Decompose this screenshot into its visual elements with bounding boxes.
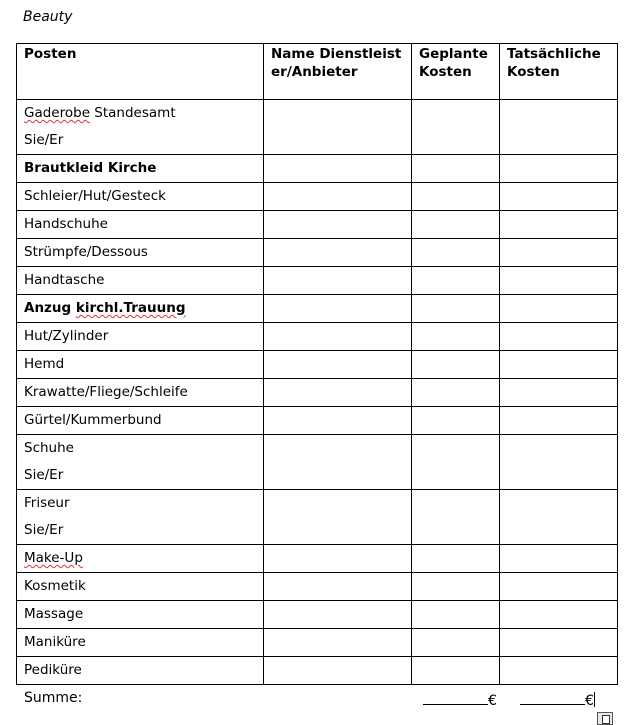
table-row	[17, 211, 618, 239]
tatsaechliche-kosten-cell[interactable]	[500, 573, 618, 601]
dienstleister-cell[interactable]	[264, 351, 412, 379]
geplante-kosten-cell[interactable]	[412, 379, 500, 407]
geplante-kosten-cell[interactable]	[412, 211, 500, 239]
tatsaechliche-kosten-cell[interactable]	[500, 379, 618, 407]
posten-label: Gürtel/Kummerbund	[24, 412, 162, 428]
tatsaechliche-kosten-cell[interactable]	[500, 239, 618, 267]
table-row	[17, 239, 618, 267]
planned-sum-currency: €	[488, 693, 497, 709]
posten-cell[interactable]	[17, 211, 264, 239]
geplante-kosten-cell[interactable]	[412, 100, 500, 155]
posten-cell[interactable]	[17, 351, 264, 379]
geplante-kosten-cell[interactable]	[412, 267, 500, 295]
header-geplante-kosten: Geplante Kosten	[412, 44, 500, 100]
geplante-kosten-cell[interactable]	[412, 183, 500, 211]
tatsaechliche-kosten-cell[interactable]	[500, 323, 618, 351]
geplante-kosten-cell[interactable]	[412, 239, 500, 267]
posten-cell[interactable]	[17, 435, 264, 490]
table-row	[17, 601, 618, 629]
table-row	[17, 267, 618, 295]
tatsaechliche-kosten-cell[interactable]	[500, 545, 618, 573]
geplante-kosten-cell[interactable]	[412, 545, 500, 573]
posten-label: Handschuhe	[24, 216, 108, 232]
table-row	[17, 379, 618, 407]
tatsaechliche-kosten-cell[interactable]	[500, 211, 618, 239]
planned-sum-blank[interactable]	[423, 690, 488, 705]
geplante-kosten-cell[interactable]	[412, 323, 500, 351]
dienstleister-cell[interactable]	[264, 573, 412, 601]
paste-options-icon[interactable]	[597, 712, 613, 725]
dienstleister-cell[interactable]	[264, 379, 412, 407]
table-row	[17, 490, 618, 545]
posten-label: Sie/Er	[24, 522, 64, 538]
posten-cell[interactable]	[17, 267, 264, 295]
posten-cell[interactable]	[17, 573, 264, 601]
table-row	[17, 100, 618, 155]
tatsaechliche-kosten-cell[interactable]	[500, 295, 618, 323]
actual-sum-blank[interactable]	[520, 690, 585, 705]
posten-cell[interactable]	[17, 657, 264, 685]
posten-cell[interactable]	[17, 601, 264, 629]
tatsaechliche-kosten-cell[interactable]	[500, 100, 618, 155]
posten-label: Maniküre	[24, 634, 86, 650]
posten-label: Sie/Er	[24, 132, 64, 148]
header-posten: Posten	[17, 44, 264, 100]
summe-label: Summe:	[24, 690, 83, 706]
geplante-kosten-cell[interactable]	[412, 573, 500, 601]
posten-cell[interactable]	[17, 629, 264, 657]
posten-cell[interactable]	[17, 407, 264, 435]
dienstleister-cell[interactable]	[264, 155, 412, 183]
table-row	[17, 323, 618, 351]
dienstleister-cell[interactable]	[264, 239, 412, 267]
posten-label: Strümpfe/Dessous	[24, 244, 148, 260]
table-row	[17, 657, 618, 685]
posten-label: Hut/Zylinder	[24, 328, 109, 344]
dienstleister-cell[interactable]	[264, 407, 412, 435]
tatsaechliche-kosten-cell[interactable]	[500, 155, 618, 183]
dienstleister-cell[interactable]	[264, 601, 412, 629]
table-row	[17, 573, 618, 601]
table-row	[17, 435, 618, 490]
header-tatsaechliche-kosten: Tatsächliche Kosten	[500, 44, 618, 100]
tatsaechliche-kosten-cell[interactable]	[500, 601, 618, 629]
geplante-kosten-cell[interactable]	[412, 490, 500, 545]
dienstleister-cell[interactable]	[264, 657, 412, 685]
planned-sum-field[interactable]	[423, 690, 497, 709]
posten-cell[interactable]	[17, 239, 264, 267]
cost-table	[16, 43, 618, 685]
geplante-kosten-cell[interactable]	[412, 407, 500, 435]
posten-cell[interactable]	[17, 183, 264, 211]
posten-label: Brautkleid Kirche	[24, 160, 157, 176]
posten-label: Hemd	[24, 356, 65, 372]
dienstleister-cell[interactable]	[264, 100, 412, 155]
geplante-kosten-cell[interactable]	[412, 657, 500, 685]
table-row	[17, 629, 618, 657]
dienstleister-cell[interactable]	[264, 490, 412, 545]
dienstleister-cell[interactable]	[264, 629, 412, 657]
actual-sum-field[interactable]	[520, 690, 595, 709]
posten-label: Sie/Er	[24, 467, 64, 483]
dienstleister-cell[interactable]	[264, 211, 412, 239]
geplante-kosten-cell[interactable]	[412, 601, 500, 629]
posten-label: Make-Up	[24, 550, 83, 566]
posten-label: Kosmetik	[24, 578, 86, 594]
table-row	[17, 545, 618, 573]
dienstleister-cell[interactable]	[264, 435, 412, 490]
posten-label: Friseur	[24, 495, 70, 511]
posten-label: Massage	[24, 606, 84, 622]
posten-label: Schuhe	[24, 440, 74, 456]
table-row	[17, 295, 618, 323]
posten-cell[interactable]	[17, 295, 264, 323]
posten-cell[interactable]	[17, 155, 264, 183]
posten-cell[interactable]	[17, 100, 264, 155]
table-row	[17, 407, 618, 435]
dienstleister-cell[interactable]	[264, 323, 412, 351]
tatsaechliche-kosten-cell[interactable]	[500, 435, 618, 490]
geplante-kosten-cell[interactable]	[412, 629, 500, 657]
geplante-kosten-cell[interactable]	[412, 351, 500, 379]
geplante-kosten-cell[interactable]	[412, 155, 500, 183]
table-row	[17, 183, 618, 211]
tatsaechliche-kosten-cell[interactable]	[500, 629, 618, 657]
posten-label: Anzug kirchl.Trauung	[24, 300, 186, 316]
geplante-kosten-cell[interactable]	[412, 435, 500, 490]
text-cursor	[594, 692, 595, 707]
posten-cell[interactable]	[17, 490, 264, 545]
tatsaechliche-kosten-cell[interactable]	[500, 490, 618, 545]
posten-cell[interactable]	[17, 379, 264, 407]
posten-label: Schleier/Hut/Gesteck	[24, 188, 166, 204]
table-row	[17, 155, 618, 183]
table-row	[17, 351, 618, 379]
actual-sum-currency: €	[585, 693, 594, 709]
dienstleister-cell[interactable]	[264, 295, 412, 323]
header-dienstleister: Name Dienstleister/Anbieter	[264, 44, 412, 100]
table-header-row	[17, 44, 618, 100]
posten-cell[interactable]	[17, 323, 264, 351]
geplante-kosten-cell[interactable]	[412, 295, 500, 323]
tatsaechliche-kosten-cell[interactable]	[500, 407, 618, 435]
posten-label: Krawatte/Fliege/Schleife	[24, 384, 188, 400]
tatsaechliche-kosten-cell[interactable]	[500, 351, 618, 379]
posten-label: Handtasche	[24, 272, 105, 288]
dienstleister-cell[interactable]	[264, 545, 412, 573]
section-title: Beauty	[23, 9, 73, 25]
posten-label: Gaderobe Standesamt	[24, 105, 176, 121]
tatsaechliche-kosten-cell[interactable]	[500, 183, 618, 211]
dienstleister-cell[interactable]	[264, 267, 412, 295]
posten-cell[interactable]	[17, 545, 264, 573]
dienstleister-cell[interactable]	[264, 183, 412, 211]
tatsaechliche-kosten-cell[interactable]	[500, 657, 618, 685]
posten-label: Pediküre	[24, 662, 82, 678]
tatsaechliche-kosten-cell[interactable]	[500, 267, 618, 295]
